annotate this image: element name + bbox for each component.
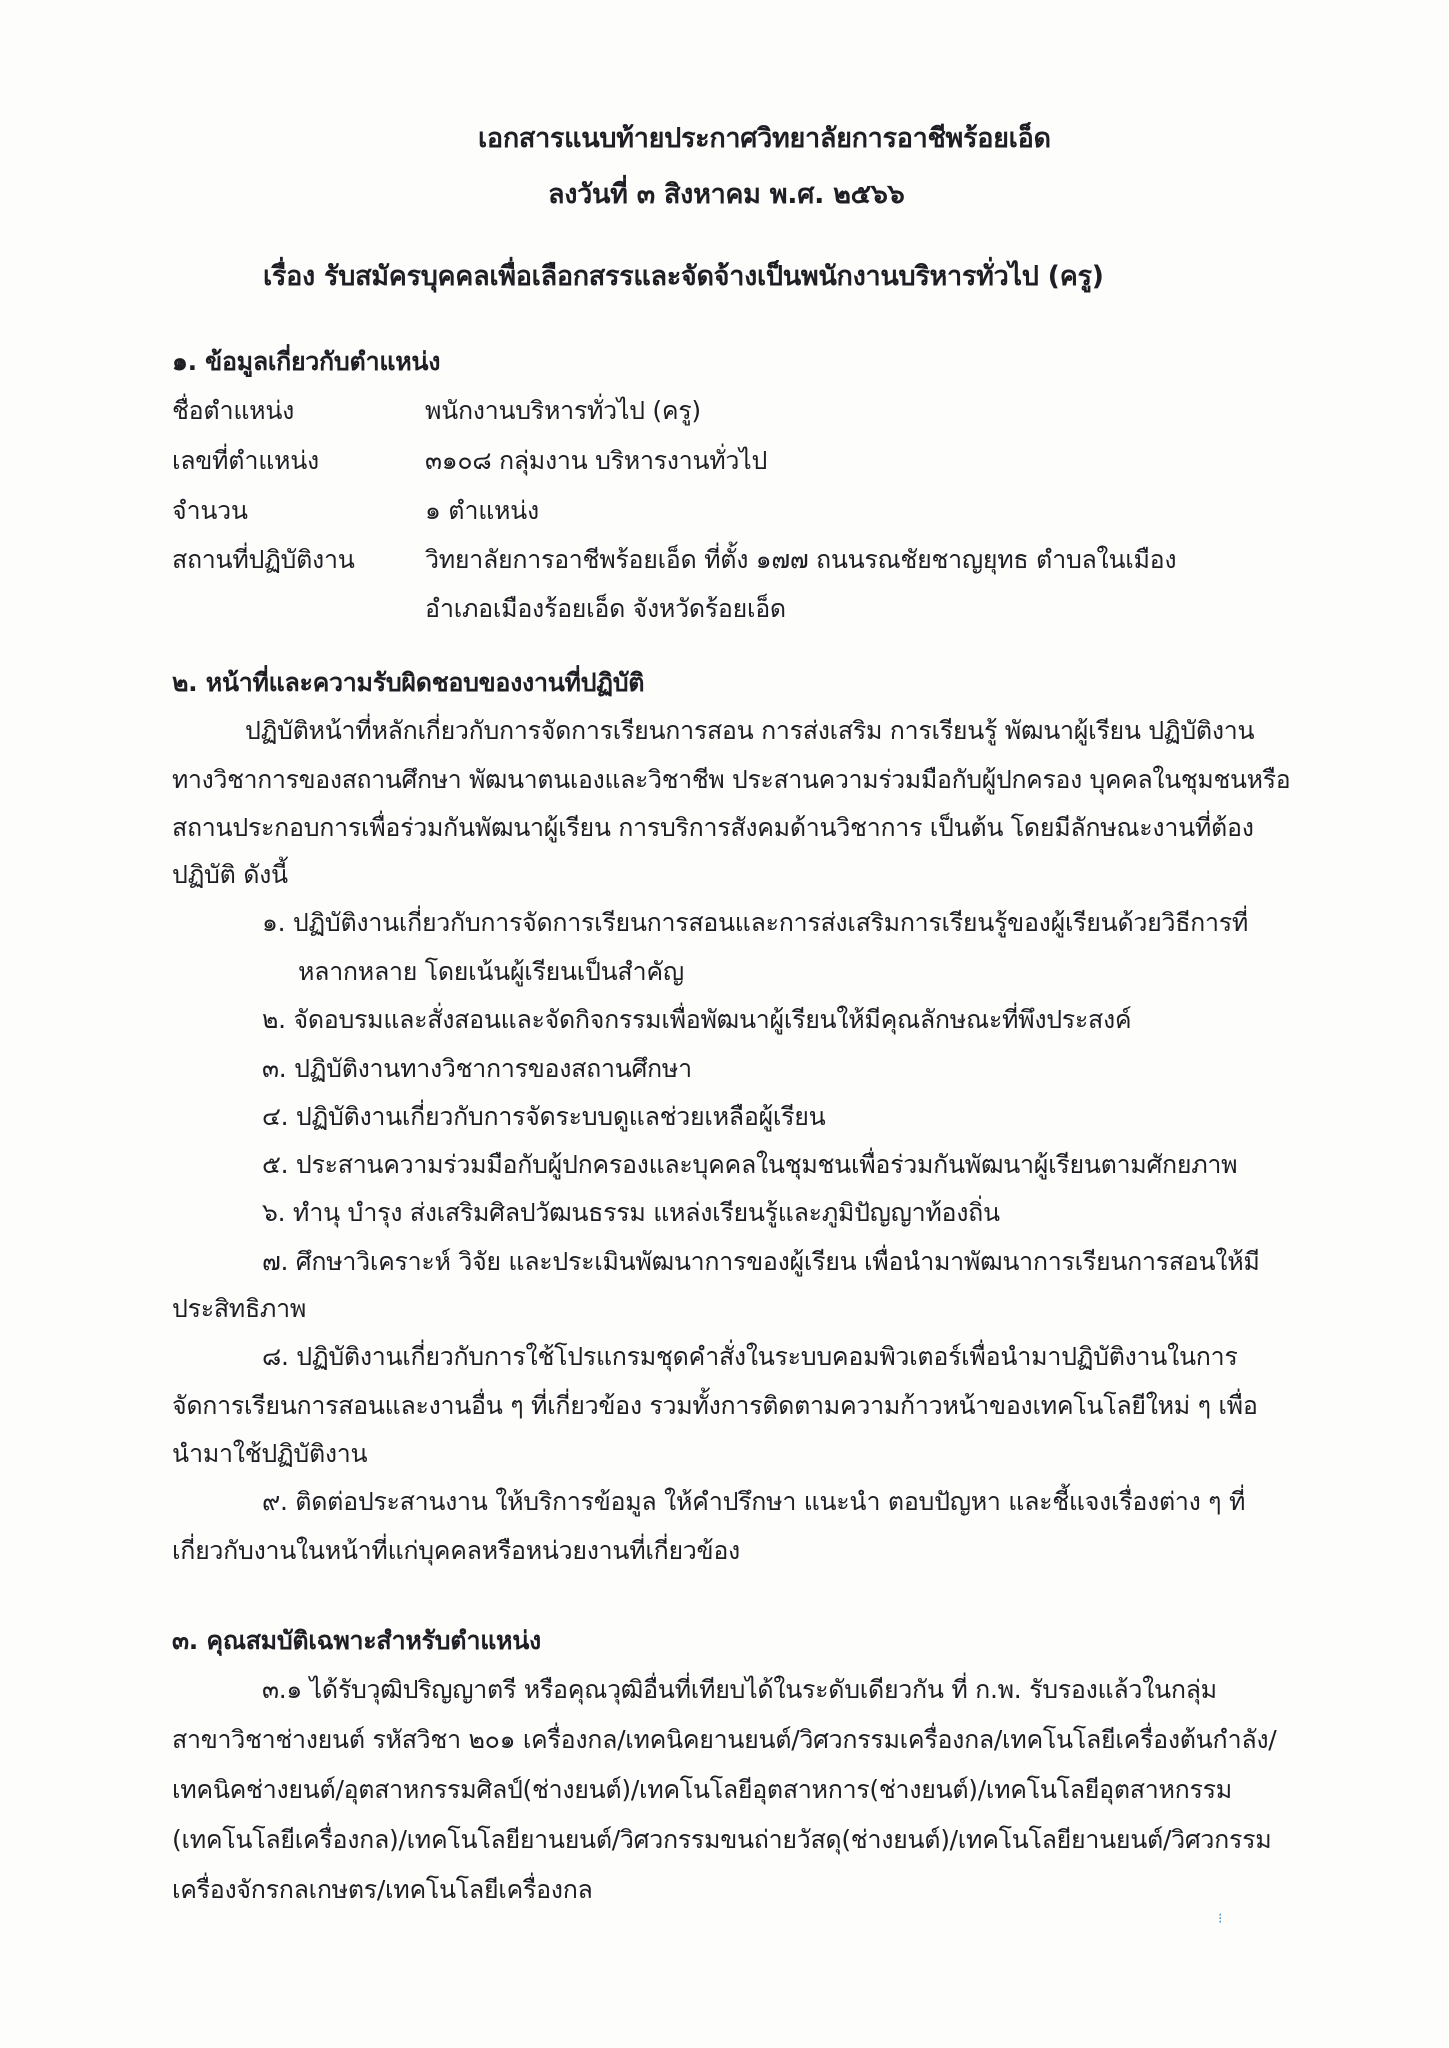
workplace-label: สถานที่ปฏิบัติงาน: [172, 545, 355, 574]
workplace-value: วิทยาลัยการอาชีพร้อยเอ็ด ที่ตั้ง ๑๗๗ ถนนรณชัยชาญยุทธ ตำบลในเมือง: [425, 545, 1177, 574]
duty-item-8: ๘. ปฏิบัติงานเกี่ยวกับการใช้โปรแกรมชุดคำสั่งในระบบคอมพิวเตอร์เพื่อนำมาปฏิบัติงานในการ: [262, 1342, 1238, 1371]
position-name-label: ชื่อตำแหน่ง: [172, 396, 295, 425]
section-3-heading: ๓. คุณสมบัติเฉพาะสำหรับตำแหน่ง: [172, 1626, 541, 1655]
duty-item-9: ๙. ติดต่อประสานงาน ให้บริการข้อมูล ให้คำปรึกษา แนะนำ ตอบปัญหา และชี้แจงเรื่องต่าง ๆ ที่: [262, 1487, 1246, 1516]
duty-item-4: ๔. ปฏิบัติงานเกี่ยวกับการจัดระบบดูแลช่วยเหลือผู้เรียน: [262, 1102, 826, 1131]
duty-item-8-continued: จัดการเรียนการสอนและงานอื่น ๆ ที่เกี่ยวข้อง รวมทั้งการติดตามความก้าวหน้าของเทคโนโลยีใหม่ ๆ เพื่อ: [172, 1391, 1258, 1420]
duty-item-8-continued: นำมาใช้ปฏิบัติงาน: [172, 1439, 368, 1468]
duty-item-1: ๑. ปฏิบัติงานเกี่ยวกับการจัดการเรียนการสอนและการส่งเสริมการเรียนรู้ของผู้เรียนด้วยวิธีการที่: [262, 908, 1249, 937]
position-number-value: ๓๑๐๘ กลุ่มงาน บริหารงานทั่วไป: [425, 446, 768, 475]
section-2-heading: ๒. หน้าที่และความรับผิดชอบของงานที่ปฏิบัติ: [172, 668, 645, 697]
duty-item-7: ๗. ศึกษาวิเคราะห์ วิจัย และประเมินพัฒนาการของผู้เรียน เพื่อนำมาพัฒนาการเรียนการสอนให้มี: [262, 1247, 1260, 1276]
duty-item-1-continued: หลากหลาย โดยเน้นผู้เรียนเป็นสำคัญ: [298, 957, 684, 986]
duty-item-5: ๕. ประสานความร่วมมือกับผู้ปกครองและบุคคลในชุมชนเพื่อร่วมกันพัฒนาผู้เรียนตามศักยภาพ: [262, 1150, 1238, 1179]
duty-item-2: ๒. จัดอบรมและสั่งสอนและจัดกิจกรรมเพื่อพัฒนาผู้เรียนให้มีคุณลักษณะที่พึงประสงค์: [262, 1005, 1132, 1034]
position-count-value: ๑ ตำแหน่ง: [425, 496, 539, 525]
section-2-intro-line: ปฏิบัติหน้าที่หลักเกี่ยวกับการจัดการเรียนการสอน การส่งเสริม การเรียนรู้ พัฒนาผู้เรียน ปฏิบัติงาน: [245, 716, 1255, 745]
section-2-intro-line: ปฏิบัติ ดังนี้: [172, 860, 288, 889]
qualification-line: (เทคโนโลยีเครื่องกล)/เทคโนโลยียานยนต์/วิศวกรรมขนถ่ายวัสดุ(ช่างยนต์)/เทคโนโลยียานยนต์/วิศวกรรม: [172, 1825, 1272, 1854]
qualification-line: สาขาวิชาช่างยนต์ รหัสวิชา ๒๐๑ เครื่องกล/เทคนิคยานยนต์/วิศวกรรมเครื่องกล/เทคโนโลยีเครื่องต้นกำลัง/: [172, 1725, 1277, 1754]
duty-item-3: ๓. ปฏิบัติงานทางวิชาการของสถานศึกษา: [262, 1054, 692, 1083]
position-count-label: จำนวน: [172, 496, 248, 525]
position-name-value: พนักงานบริหารทั่วไป (ครู): [425, 396, 701, 425]
document-title: เอกสารแนบท้ายประกาศวิทยาลัยการอาชีพร้อยเอ็ด: [478, 123, 1051, 154]
qualification-line: ๓.๑ ได้รับวุฒิปริญญาตรี หรือคุณวุฒิอื่นที่เทียบได้ในระดับเดียวกัน ที่ ก.พ. รับรองแล้วในกลุ่ม: [262, 1675, 1217, 1704]
workplace-value-continued: อำเภอเมืองร้อยเอ็ด จังหวัดร้อยเอ็ด: [425, 594, 786, 623]
document-subject: เรื่อง รับสมัครบุคคลเพื่อเลือกสรรและจัดจ้างเป็นพนักงานบริหารทั่วไป (ครู): [263, 261, 1104, 292]
section-2-intro-line: สถานประกอบการเพื่อร่วมกันพัฒนาผู้เรียน การบริการสังคมด้านวิชาการ เป็นต้น โดยมีลักษณะงานที่ต้อง: [172, 813, 1254, 842]
qualification-line: เครื่องจักรกลเกษตร/เทคโนโลยีเครื่องกล: [172, 1875, 593, 1904]
scan-speck-icon: ⁝: [1218, 1911, 1223, 1927]
duty-item-7-continued: ประสิทธิภาพ: [172, 1294, 307, 1323]
section-1-heading: ๑. ข้อมูลเกี่ยวกับตำแหน่ง: [172, 347, 441, 376]
qualification-line: เทคนิคช่างยนต์/อุตสาหกรรมศิลป์(ช่างยนต์)/เทคโนโลยีอุตสาหการ(ช่างยนต์)/เทคโนโลยีอุตสาหกรรม: [172, 1775, 1232, 1804]
document-date: ลงวันที่ ๓ สิงหาคม พ.ศ. ๒๕๖๖: [548, 179, 905, 210]
section-2-intro-line: ทางวิชาการของสถานศึกษา พัฒนาตนเองและวิชาชีพ ประสานความร่วมมือกับผู้ปกครอง บุคคลในชุมชนหรือ: [172, 765, 1291, 794]
duty-item-9-continued: เกี่ยวกับงานในหน้าที่แก่บุคคลหรือหน่วยงานที่เกี่ยวข้อง: [172, 1536, 740, 1565]
position-number-label: เลขที่ตำแหน่ง: [172, 446, 319, 475]
duty-item-6: ๖. ทำนุ บำรุง ส่งเสริมศิลปวัฒนธรรม แหล่งเรียนรู้และภูมิปัญญาท้องถิ่น: [262, 1198, 1000, 1227]
